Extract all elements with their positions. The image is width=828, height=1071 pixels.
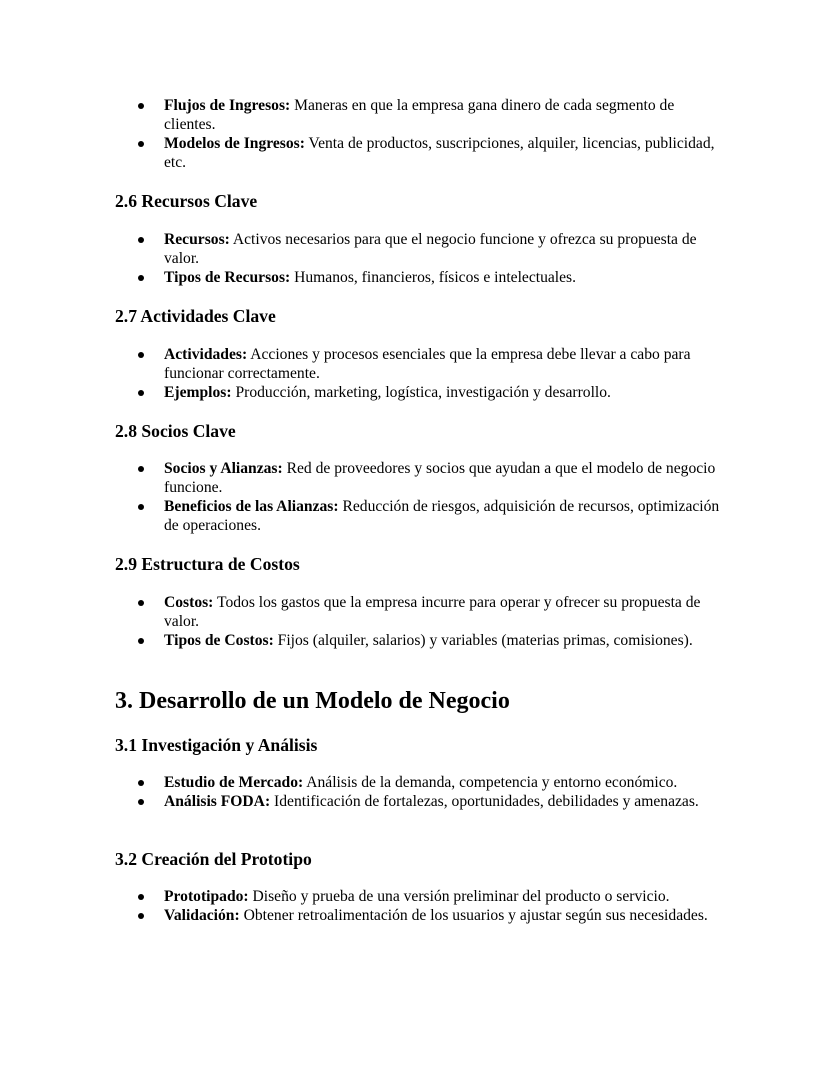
list-item [0,906,828,925]
item-label: Beneficios de las Alianzas: [164,498,339,515]
list-item [0,345,828,383]
heading-3-2: 3.2 Creación del Prototipo [115,849,312,869]
item-text: Venta de productos, suscripciones, alquiler, licencias, publicidad, etc. [164,135,715,171]
heading-2-9: 2.9 Estructura de Costos [115,554,300,574]
list-item [0,887,828,906]
section-2-8-list [0,459,828,535]
list-item [0,268,828,287]
bullet-icon [138,275,144,281]
item-label: Validación: [164,907,240,924]
heading-2-8: 2.8 Socios Clave [115,421,236,441]
item-text: Análisis de la demanda, competencia y entorno económico. [303,774,678,791]
item-text: Fijos (alquiler, salarios) y variables (materias primas, comisiones). [273,632,693,649]
bullet-icon [138,913,144,919]
list-item [0,96,828,134]
item-text: Reducción de riesgos, adquisición de recursos, optimización de operaciones. [164,498,720,534]
item-label: Costos: [164,594,214,611]
item-label: Prototipado: [164,888,249,905]
item-label: Modelos de Ingresos: [164,135,305,152]
bullet-icon [138,352,144,358]
item-label: Estudio de Mercado: [164,774,304,791]
item-label: Ejemplos: [164,384,232,401]
item-text: Obtener retroalimentación de los usuarios y ajustar según sus necesidades. [239,907,708,924]
revenue-list [0,96,828,172]
item-label: Socios y Alianzas: [164,460,283,477]
item-label: Flujos de Ingresos: [164,97,291,114]
heading-2-7: 2.7 Actividades Clave [115,306,276,326]
bullet-icon [138,799,144,805]
section-3-2-list-block [0,887,828,925]
item-text: Maneras en que la empresa gana dinero de cada segmento de clientes. [164,97,675,133]
bullet-icon [138,141,144,147]
section-2-8-list-block [0,459,828,535]
item-text: Activos necesarios para que el negocio funcione y ofrezca su propuesta de valor. [164,231,697,267]
bullet-icon [138,638,144,644]
item-label: Recursos: [164,231,230,248]
heading-3-1: 3.1 Investigación y Análisis [115,735,318,755]
list-item [0,631,828,650]
bullet-icon [138,103,144,109]
item-label: Actividades: [164,346,248,363]
item-text: Humanos, financieros, físicos e intelectuales. [290,269,577,286]
item-text: Identificación de fortalezas, oportunidades, debilidades y amenazas. [270,793,699,810]
item-text: Diseño y prueba de una versión preliminar del producto o servicio. [248,888,670,905]
revenue-list-block [0,96,828,172]
bullet-icon [138,390,144,396]
list-item [0,773,828,792]
item-text: Todos los gastos que la empresa incurre para operar y ofrecer su propuesta de valor. [164,594,701,630]
item-text: Red de proveedores y socios que ayudan a que el modelo de negocio funcione. [164,460,716,496]
item-label: Tipos de Recursos: [164,269,291,286]
bullet-icon [138,780,144,786]
heading-2-6: 2.6 Recursos Clave [115,191,258,211]
list-item [0,134,828,172]
section-2-6-list-block [0,230,828,287]
list-item [0,383,828,402]
list-item [0,593,828,631]
list-item [0,459,828,497]
section-2-6-list [0,230,828,287]
bullet-icon [138,600,144,606]
list-item [0,497,828,535]
item-text: Acciones y procesos esenciales que la empresa debe llevar a cabo para funcionar correctamente. [164,346,691,382]
list-item [0,792,828,811]
section-2-9-list-block [0,593,828,650]
item-label: Tipos de Costos: [164,632,274,649]
list-item [0,230,828,268]
section-3-1-list [0,773,828,811]
heading-3: 3. Desarrollo de un Modelo de Negocio [115,688,510,714]
bullet-icon [138,466,144,472]
section-3-1-list-block [0,773,828,811]
section-3-2-list [0,887,828,925]
bullet-icon [138,237,144,243]
item-label: Análisis FODA: [164,793,271,810]
item-text: Producción, marketing, logística, investigación y desarrollo. [231,384,611,401]
section-2-9-list [0,593,828,650]
bullet-icon [138,504,144,510]
bullet-icon [138,894,144,900]
section-2-7-list-block [0,345,828,402]
section-2-7-list [0,345,828,402]
